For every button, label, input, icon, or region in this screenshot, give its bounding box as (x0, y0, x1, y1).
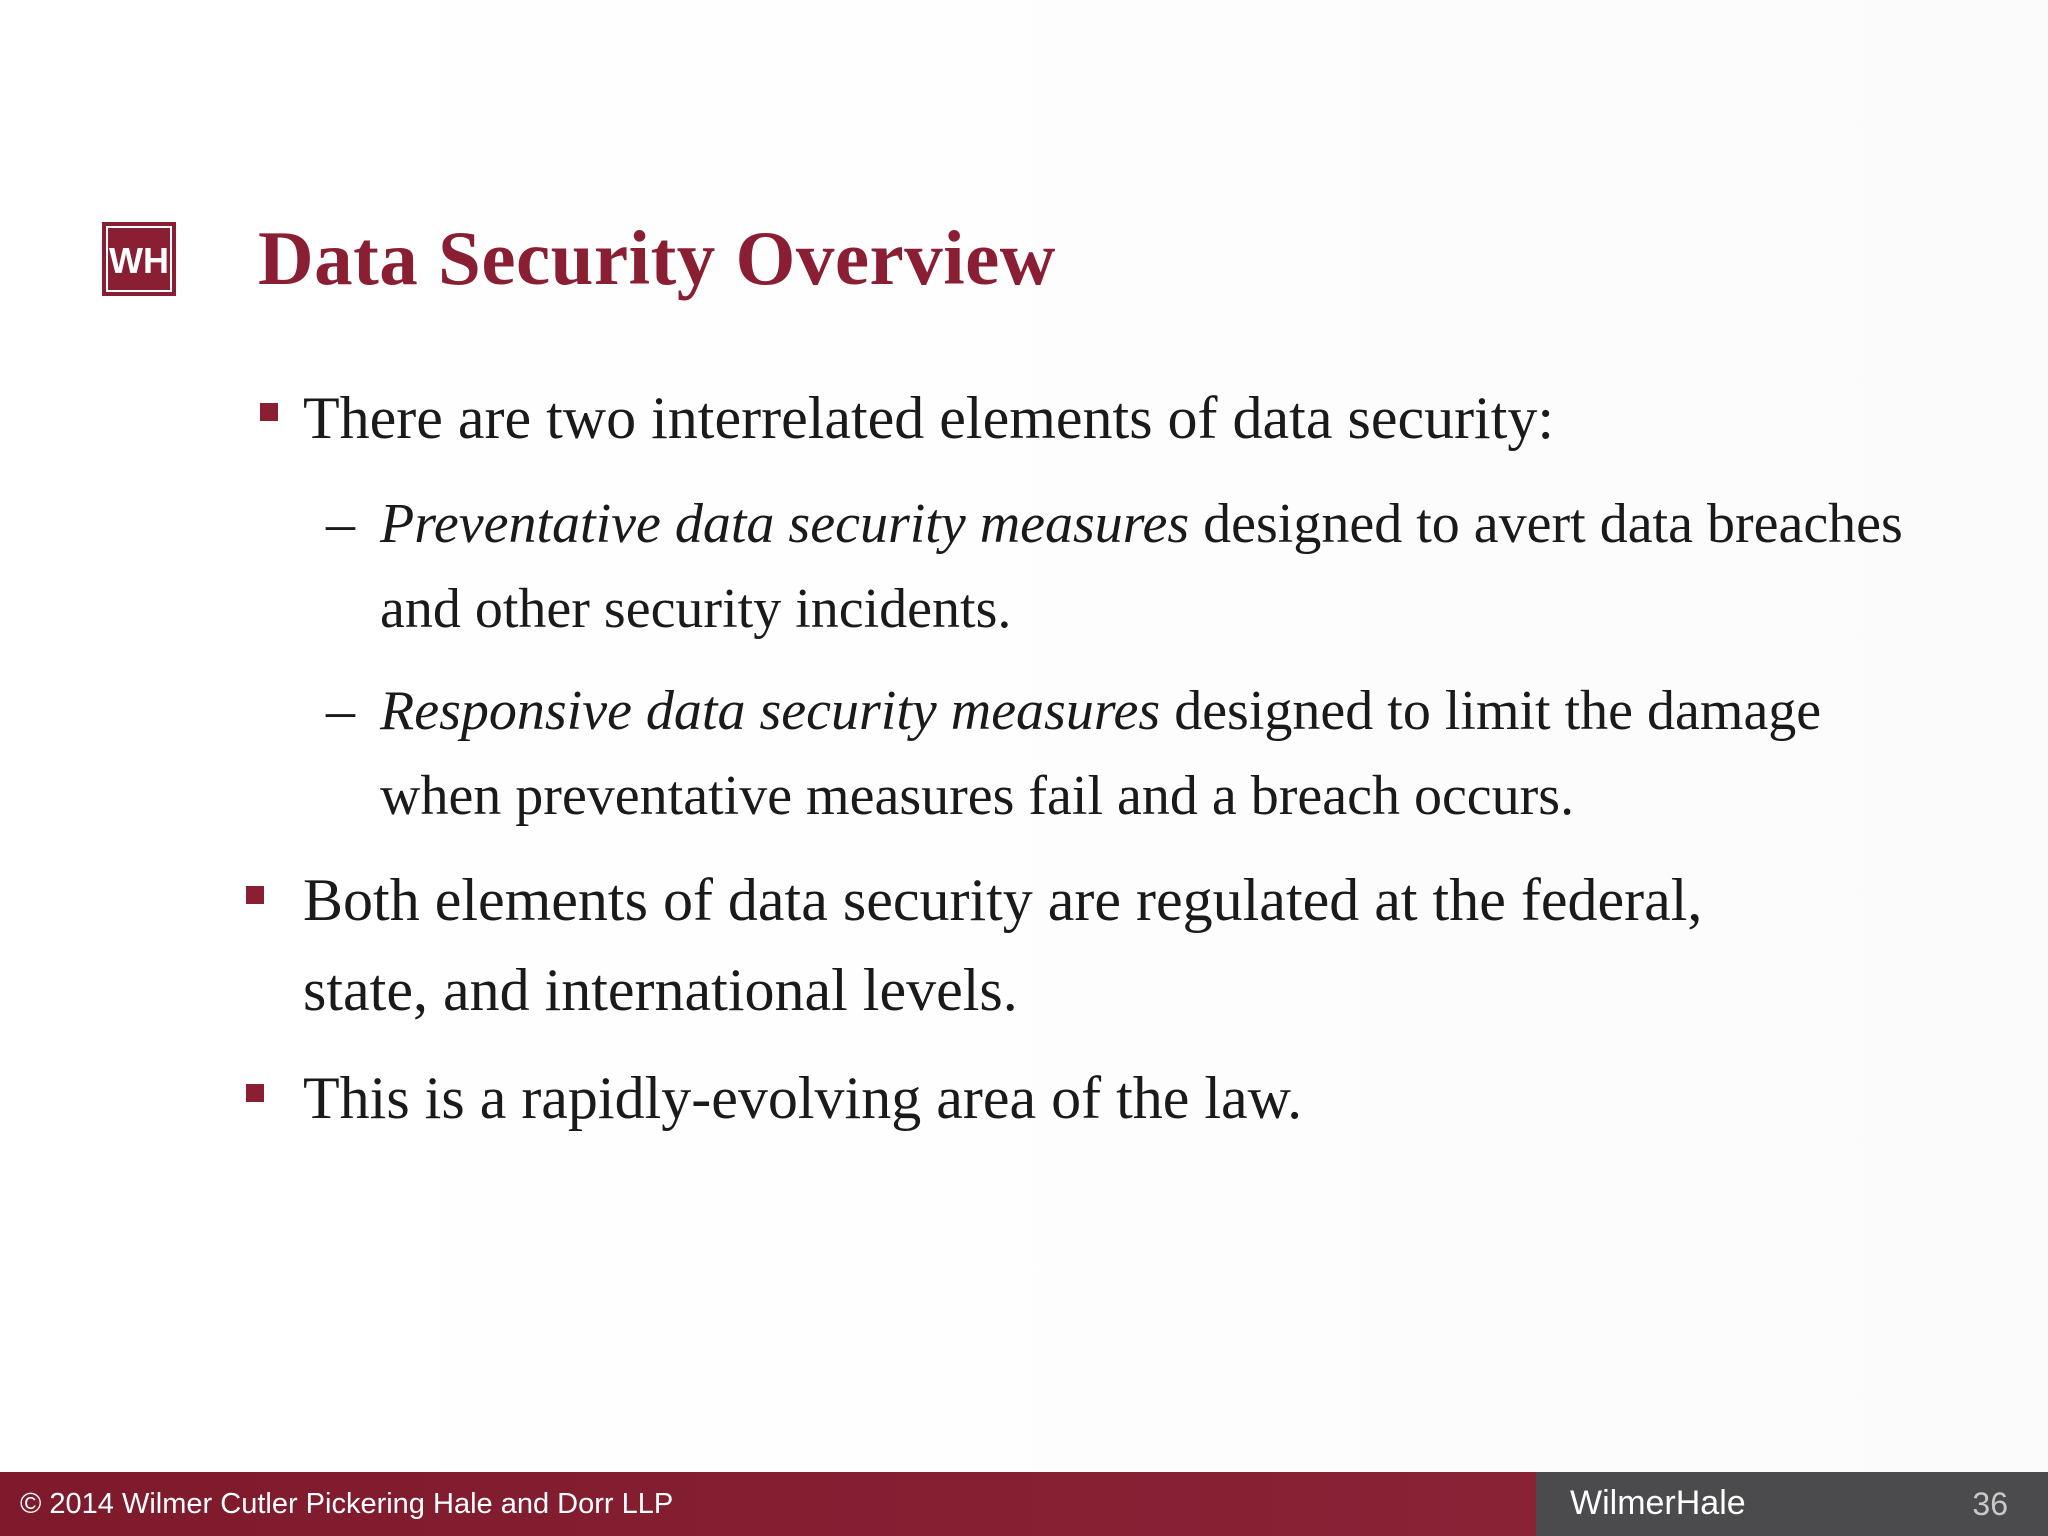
sub-bullet-1-line-1 (380, 493, 1903, 555)
sub-bullet-1-line-2: and other security incidents. (380, 578, 1012, 640)
sub-bullet-dash: – (326, 490, 355, 555)
bullet-square-icon (246, 1084, 264, 1102)
bullet-1-line-1: There are two interrelated elements of data security: (303, 385, 1555, 451)
bullet-square-icon (260, 403, 278, 421)
sub-bullet-dash: – (326, 677, 355, 742)
bullet-2-line-1: Both elements of data security are regulated at the federal, (303, 867, 1703, 933)
slide-title: Data Security Overview (258, 215, 1056, 301)
sub-bullet-2-italic: Responsive data security measures (380, 680, 1161, 742)
bullet-3-line-1: This is a rapidly-evolving area of the law. (303, 1065, 1303, 1131)
footer-left-band (0, 1472, 1536, 1536)
sub-bullet-2-rest: designed to limit the damage (1160, 680, 1822, 742)
wh-logo-icon (102, 222, 176, 296)
sub-bullet-1-italic: Preventative data security measures (380, 493, 1190, 555)
wh-logo-mark (104, 224, 174, 294)
footer-copyright: © 2014 Wilmer Cutler Pickering Hale and Dorr LLP (20, 1488, 674, 1520)
wh-logo-text: WH (109, 240, 169, 281)
bullet-2-line-2: state, and international levels. (303, 957, 1018, 1023)
page-number: 36 (1972, 1486, 2008, 1522)
sub-bullet-2-line-2: when preventative measures fail and a breach occurs. (380, 765, 1575, 827)
sub-bullet-2-line-1 (380, 680, 1822, 742)
footer-brand: WilmerHale (1570, 1484, 1746, 1522)
footer (0, 1472, 2048, 1536)
sub-bullet-1-rest: designed to avert data breaches (1189, 493, 1903, 555)
bullet-square-icon (246, 886, 264, 904)
